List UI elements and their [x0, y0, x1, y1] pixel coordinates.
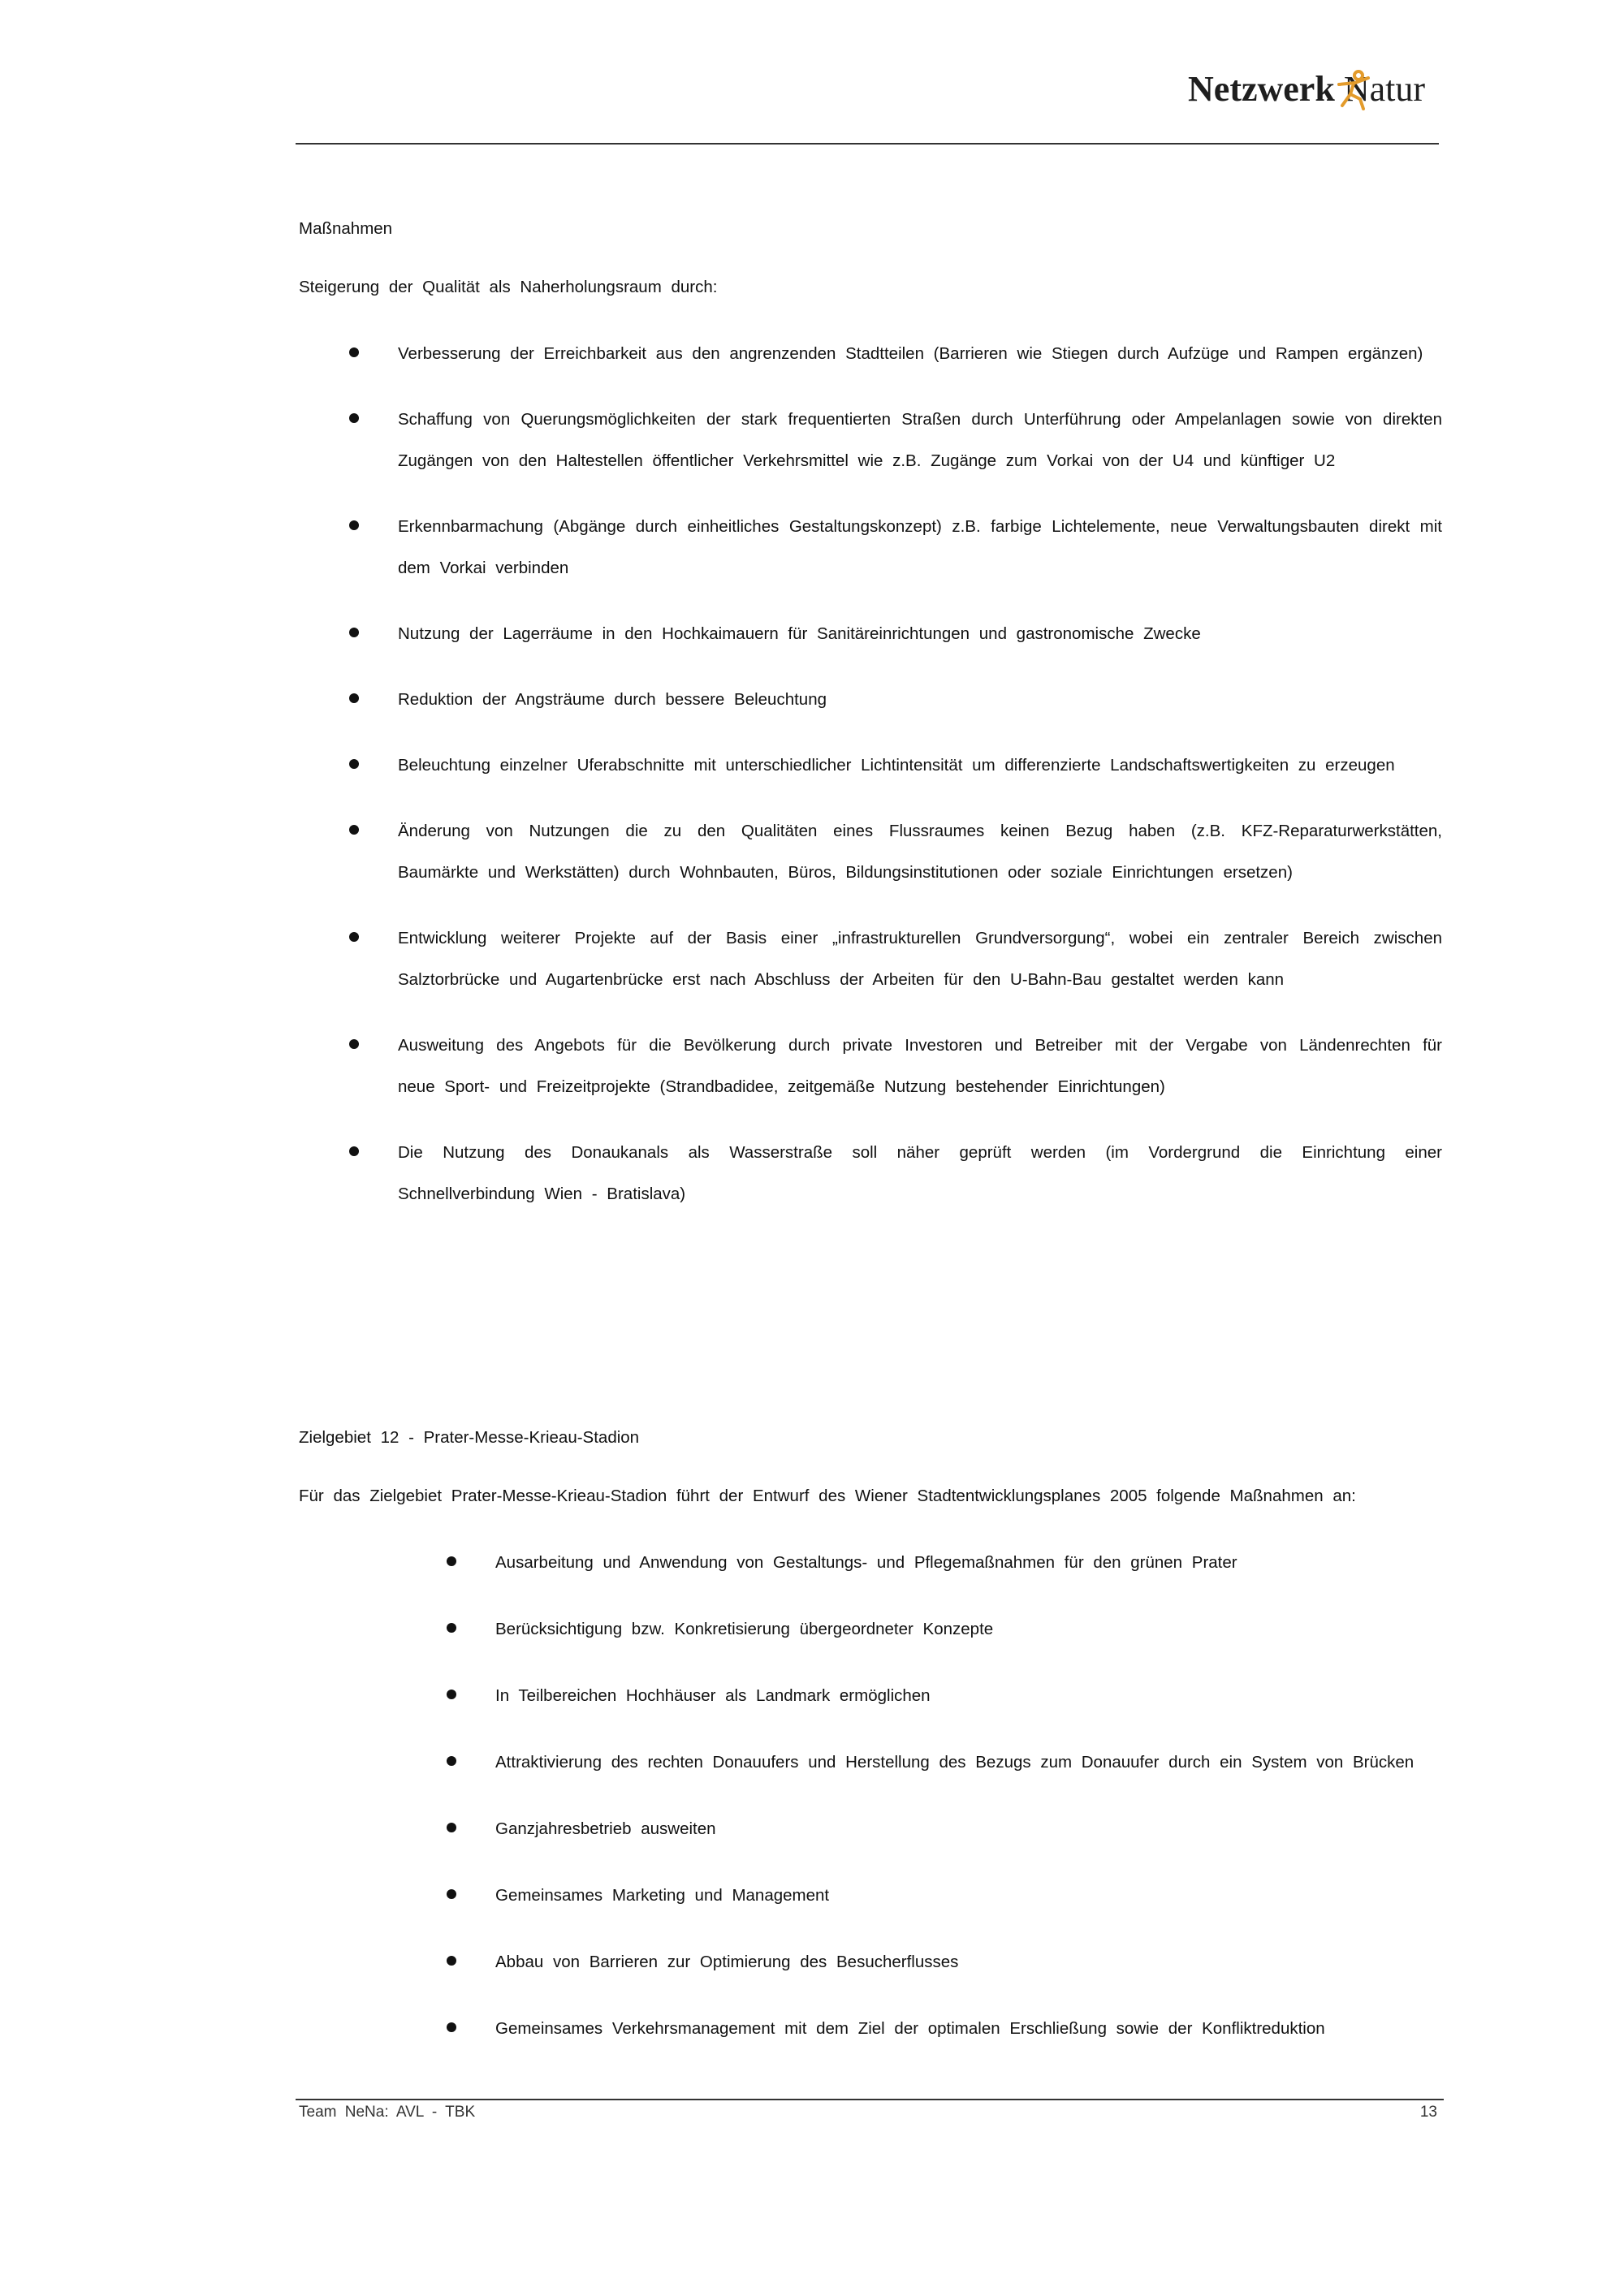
star-figure-icon [1328, 70, 1376, 110]
footer-team: Team NeNa: AVL - TBK [299, 2104, 476, 2121]
list-item: Erkennbarmachung (Abgänge durch einheitliches Gestaltungskonzept) z.B. farbige Lichtelemente, neue Verwaltungsbauten direkt mit dem Vorkai verbinden [398, 506, 1442, 589]
list-item: Berücksichtigung bzw. Konkretisierung übergeordneter Konzepte [495, 1608, 1442, 1650]
page-number: 13 [1419, 2104, 1437, 2121]
zielgebiet-list [495, 1542, 1442, 2074]
logo-wordmark [1188, 71, 1425, 107]
logo-bold: Netzwerk [1188, 69, 1335, 109]
list-item: Gemeinsames Marketing und Management [495, 1875, 1442, 1916]
section-intro-zielgebiet: Für das Zielgebiet Prater-Messe-Krieau-Stadion führt der Entwurf des Wiener Stadtentwicklungsplanes 2005 folgende Maßnahmen an: [299, 1487, 1356, 1505]
logo-regular: Natur [1343, 69, 1425, 109]
header-logo [1188, 71, 1425, 107]
list-item: In Teilbereichen Hochhäuser als Landmark ermöglichen [495, 1675, 1442, 1716]
section-title-massnahmen: Maßnahmen [299, 219, 393, 238]
list-item: Ausweitung des Angebots für die Bevölkerung durch private Investoren und Betreiber mit der Vergabe von Ländenrechten für neue Sport- und Freizeitprojekte (Strandbadidee, zeitgemäße Nutzung bestehender Einrichtungen) [398, 1025, 1442, 1107]
list-item: Attraktivierung des rechten Donauufers und Herstellung des Bezugs zum Donauufer durch ein System von Brücken [495, 1741, 1442, 1783]
list-item: Entwicklung weiterer Projekte auf der Basis einer „infrastrukturellen Grundversorgung“, wobei ein zentraler Bereich zwischen Salztorbrücke und Augartenbrücke erst nach Abschluss der Arbeiten für den U-Bahn-Bau gestaltet werden kann [398, 917, 1442, 1000]
list-item: Ausarbeitung und Anwendung von Gestaltungs- und Pflegemaßnahmen für den grünen Prater [495, 1542, 1442, 1583]
list-item: Schaffung von Querungsmöglichkeiten der stark frequentierten Straßen durch Unterführung oder Ampelanlagen sowie von direkten Zugängen von den Haltestellen öffentlicher Verkehrsmittel wie z.B. Zugänge zum Vorkai von der U4 und künftiger U2 [398, 399, 1442, 481]
massnahmen-list [398, 333, 1442, 1239]
list-item: Verbesserung der Erreichbarkeit aus den angrenzenden Stadtteilen (Barrieren wie Stiegen durch Aufzüge und Rampen ergänzen) [398, 333, 1442, 374]
header-rule [296, 143, 1439, 145]
list-item: Ganzjahresbetrieb ausweiten [495, 1808, 1442, 1849]
list-item: Änderung von Nutzungen die zu den Qualitäten eines Flussraumes keinen Bezug haben (z.B. KFZ-Reparaturwerkstätten, Baumärkte und Werkstätten) durch Wohnbauten, Büros, Bildungsinstitutionen oder soziale Einrichtungen ersetzen) [398, 810, 1442, 893]
section-intro: Steigerung der Qualität als Naherholungsraum durch: [299, 278, 718, 296]
list-item: Beleuchtung einzelner Uferabschnitte mit unterschiedlicher Lichtintensität um differenzierte Landschaftswertigkeiten zu erzeugen [398, 744, 1442, 786]
list-item: Nutzung der Lagerräume in den Hochkaimauern für Sanitäreinrichtungen und gastronomische Zwecke [398, 613, 1442, 654]
list-item: Reduktion der Angsträume durch bessere Beleuchtung [398, 679, 1442, 720]
list-item: Die Nutzung des Donaukanals als Wasserstraße soll näher geprüft werden (im Vordergrund die Einrichtung einer Schnellverbindung Wien - Bratislava) [398, 1132, 1442, 1215]
section-title-zielgebiet: Zielgebiet 12 - Prater-Messe-Krieau-Stadion [299, 1428, 640, 1447]
list-item: Abbau von Barrieren zur Optimierung des Besucherflusses [495, 1941, 1442, 1983]
list-item: Gemeinsames Verkehrsmanagement mit dem Ziel der optimalen Erschließung sowie der Konfliktreduktion [495, 2008, 1442, 2049]
footer-rule [296, 2099, 1444, 2100]
